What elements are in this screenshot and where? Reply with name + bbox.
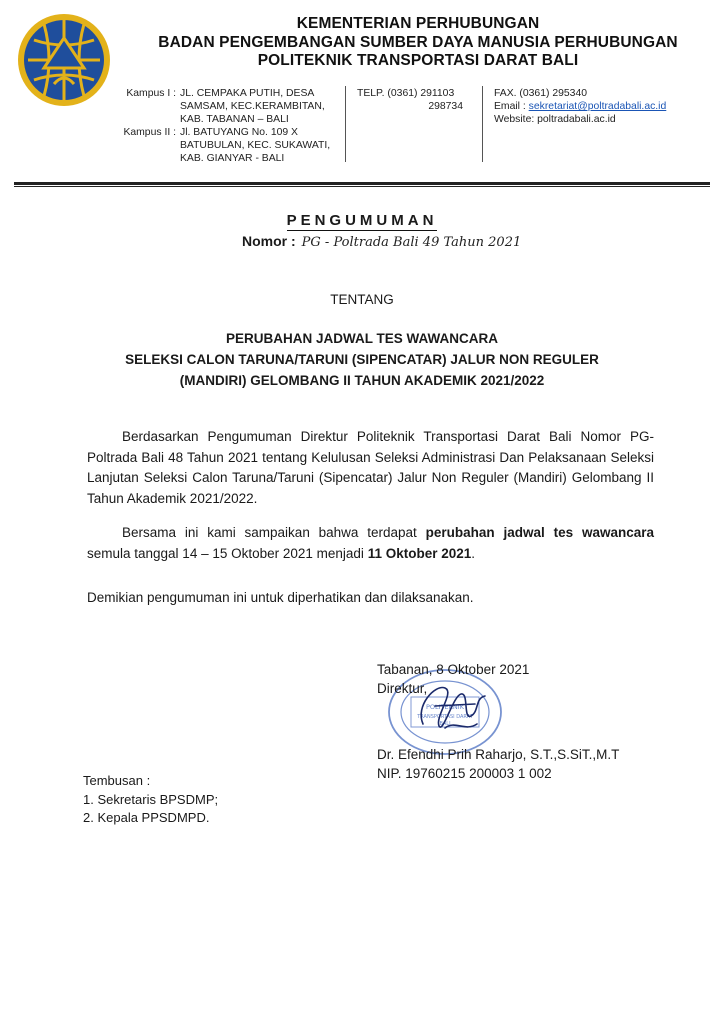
new-date-emphasis: 11 Oktober 2021 — [367, 545, 472, 561]
email-label: Email : — [494, 101, 526, 112]
signatory-name: Dr. Efendhi Prih Raharjo, S.T.,S.SiT.,M.T — [377, 747, 620, 762]
svg-text:BALI: BALI — [439, 721, 451, 727]
header-divider — [345, 86, 346, 162]
campus-2-line: Jl. BATUYANG No. 109 X — [180, 127, 298, 138]
contact-info — [494, 87, 719, 126]
body-paragraph-1: Berdasarkan Pengumuman Direktur Politeknik Transportasi Darat Bali Nomor PG-Poltrada Bali 48 Tahun 2021 tentang Kelulusan Seleksi Administrasi Dan Pelaksanaan Seleksi Lanjutan Seleksi Calon Taruna/Taruni (Sipencatar) Jalur Non Reguler (Mandiri) Gelombang II Tahun Akademik 2021/2022. — [87, 429, 654, 506]
schedule-change-emphasis: perubahan jadwal tes wawancara — [425, 525, 654, 540]
document-number — [242, 233, 602, 250]
closing-paragraph: Demikian pengumuman ini untuk diperhatikan dan dilaksanakan. — [87, 590, 474, 605]
place-and-date: Tabanan, 8 Oktober 2021 — [377, 662, 530, 677]
kemenhub-logo — [14, 10, 114, 110]
svg-text:POLITEKNIK: POLITEKNIK — [426, 703, 464, 711]
telephone-info — [357, 87, 477, 113]
website-text: Website: poltradabali.ac.id — [494, 114, 616, 125]
fax-number: FAX. (0361) 295340 — [494, 88, 588, 99]
nomor-value: PG - Poltrada Bali 49 Tahun 2021 — [301, 235, 522, 250]
telephone-number-2: 298734 — [428, 101, 463, 112]
campus-1-line: SAMSAM, KEC.KERAMBITAN, — [180, 101, 325, 112]
tembusan-item: 2. Kepala PPSDMPD. — [83, 810, 210, 825]
email-link[interactable]: sekretariat@poltradabali.ac.id — [528, 101, 667, 112]
nomor-label: Nomor : — [242, 233, 296, 249]
campus-1-address — [116, 87, 356, 126]
campus-2-line: BATUBULAN, KEC. SUKAWATI, — [180, 140, 331, 151]
subject-line: (MANDIRI) GELOMBANG II TAHUN AKADEMIK 2021/2022 — [179, 373, 545, 388]
tentang-label: TENTANG — [330, 292, 394, 307]
body-paragraph-2: Bersama ini kami sampaikan bahwa terdapat perubahan jadwal tes wawancara semula tanggal 14 – 15 Oktober 2021 menjadi 11 Oktober 2021. — [87, 525, 654, 561]
header-rule — [14, 186, 710, 187]
header-rule — [14, 182, 710, 185]
campus-2-line: KAB. GIANYAR - BALI — [180, 153, 285, 164]
svg-text:TRANSPORTASI DARAT: TRANSPORTASI DARAT — [417, 714, 473, 720]
campus-2-address — [116, 126, 356, 165]
signatory-nip: NIP. 19760215 200003 1 002 — [377, 766, 552, 781]
document-title: PENGUMUMAN — [286, 212, 438, 229]
institution-name: POLITEKNIK TRANSPORTASI DARAT BALI — [257, 52, 579, 69]
ministry-name: KEMENTERIAN PERHUBUNGAN — [296, 15, 540, 32]
header-divider — [482, 86, 483, 162]
signatory-position: Direktur, — [377, 681, 428, 696]
campus-2-label: Kampus II : — [123, 127, 176, 138]
telephone-number: TELP. (0361) 291103 — [357, 88, 455, 99]
tembusan-label: Tembusan : — [83, 773, 151, 788]
campus-1-label: Kampus I : — [126, 88, 176, 99]
campus-1-line: KAB. TABANAN – BALI — [180, 114, 289, 125]
tembusan-item: 1. Sekretaris BPSDMP; — [83, 792, 219, 807]
subject-line: SELEKSI CALON TARUNA/TARUNI (SIPENCATAR) JALUR NON REGULER — [125, 352, 599, 367]
subject-line: PERUBAHAN JADWAL TES WAWANCARA — [225, 331, 498, 346]
campus-1-line: JL. CEMPAKA PUTIH, DESA — [180, 88, 315, 99]
agency-name: BADAN PENGEMBANGAN SUMBER DAYA MANUSIA PERHUBUNGAN — [158, 34, 678, 51]
